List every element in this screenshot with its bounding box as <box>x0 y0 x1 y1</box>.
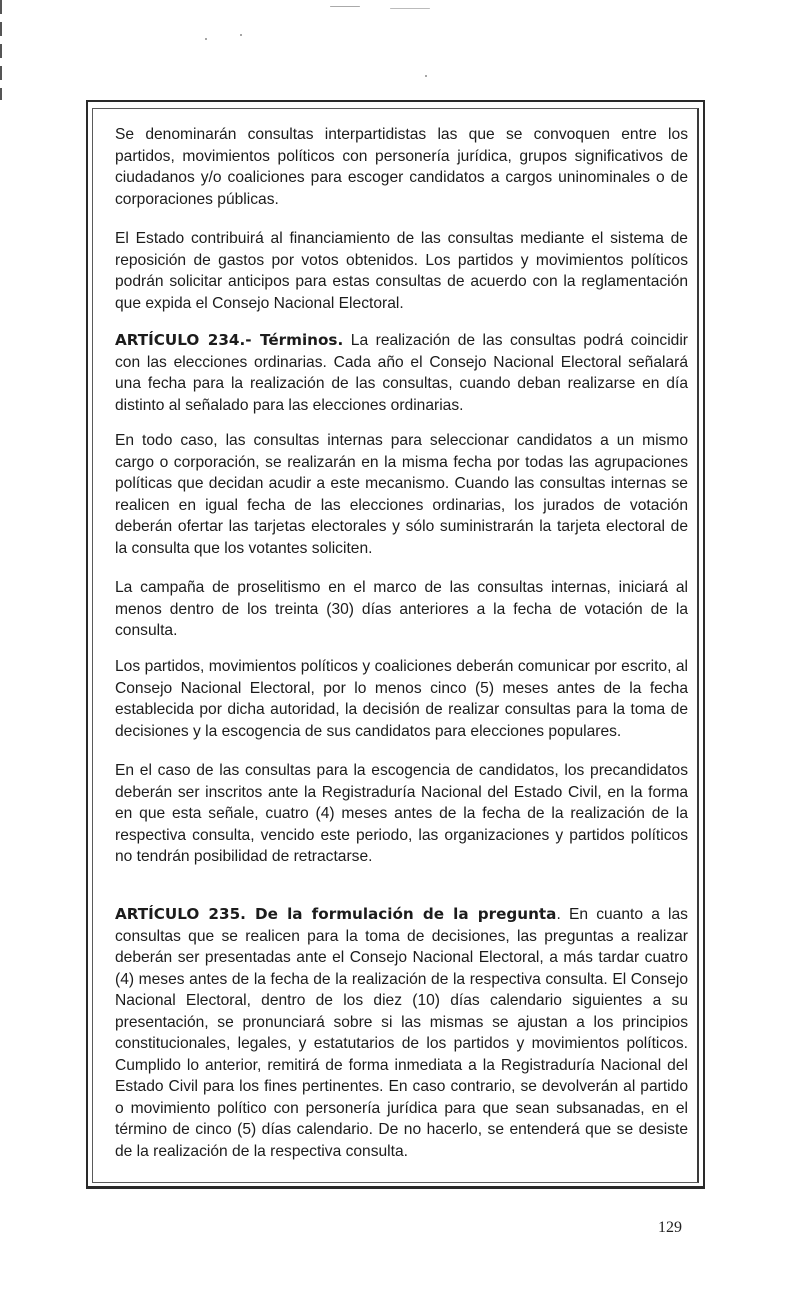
scan-edge-marks <box>0 0 2 100</box>
scan-speck <box>330 6 360 7</box>
paragraph-precandidatos: En el caso de las consultas para la escogencia de candidatos, los precandidatos deberán ser inscritos ante la Registraduría Nacional del Estado Civil, en la forma en que esta señale, cuatro (4) meses antes de la fecha de la realización de la respectiva consulta, vencido este periodo, las organizaciones y partidos políticos no tendrán posibilidad de retractarse. <box>115 762 688 865</box>
article-235-heading: ARTÍCULO 235. De la formulación de la pregunta <box>115 905 557 923</box>
paragraph-financiamiento: El Estado contribuirá al financiamiento de las consultas mediante el sistema de reposición de gastos por votos obtenidos. Los partidos y movimientos políticos podrán solicitar anticipos para estas consultas de acuerdo con la reglamentación que expida el Consejo Nacional Electoral. <box>115 230 688 312</box>
paragraph-comunicar: Los partidos, movimientos políticos y coaliciones deberán comunicar por escrito, al Consejo Nacional Electoral, por lo menos cinco (5) meses antes de la fecha establecida por dicha autoridad, la decisión de realizar consultas para la toma de decisiones y la escogencia de sus candidatos para elecciones populares. <box>115 658 688 740</box>
article-234 <box>115 330 688 416</box>
scan-speck <box>390 8 430 9</box>
scan-speck <box>205 38 207 40</box>
scan-speck <box>240 34 242 36</box>
article-235 <box>115 904 688 1162</box>
paragraph-misma-fecha: En todo caso, las consultas internas para seleccionar candidatos a un mismo cargo o corporación, se realizarán en la misma fecha por todas las agrupaciones políticas que decidan acudir a este mecanismo. Cuando las consultas internas se realicen en igual fecha de las elecciones ordinarias, los jurados de votación deberán ofertar las tarjetas electorales y sólo suministrarán la tarjeta electoral de la consulta que los votantes soliciten. <box>115 432 688 557</box>
article-234-heading: ARTÍCULO 234.- Términos. <box>115 331 344 349</box>
scan-artifact-marks <box>310 2 460 14</box>
paragraph-interpartidistas: Se denominarán consultas interpartidistas las que se convoquen entre los partidos, movimientos políticos con personería jurídica, grupos significativos de ciudadanos y/o coaliciones para escoger candidatos a cargos uninominales o de corporaciones públicas. <box>115 126 688 208</box>
page-number: 129 <box>658 1219 682 1236</box>
paragraph-proselitismo: La campaña de proselitismo en el marco de las consultas internas, iniciará al menos dentro de los treinta (30) días anteriores a la fecha de votación de la consulta. <box>115 579 688 639</box>
article-234-body: La realización de las consultas podrá coincidir con las elecciones ordinarias. Cada año el Consejo Nacional Electoral señalará una fecha para la realización de las consultas, cuando deban realizarse en día distinto al señalado para las elecciones ordinarias. <box>115 332 689 414</box>
article-235-body: . En cuanto a las consultas que se realicen para la toma de decisiones, las preguntas a realizar deberán ser presentadas ante el Consejo Nacional Electoral, a más tardar cuatro (4) meses antes de la fecha de la realización de la respectiva consulta. El Consejo Nacional Electoral, dentro de los diez (10) días calendario siguientes a su presentación, se pronunciará sobre si las mismas se ajustan a los principios constitucionales, legales, y estatutarios de los partidos y movimientos políticos. Cumplido lo anterior, remitirá de forma inmediata a la Registraduría Nacional del Estado Civil para los fines pertinentes. En caso contrario, se devolverán al partido o movimiento político con personería jurídica para que sean subsanadas, en el término de cinco (5) días calendario. De no hacerlo, se entenderá que se desiste de la realización de la respectiva consulta. <box>115 906 688 1160</box>
scan-speck <box>425 75 427 77</box>
